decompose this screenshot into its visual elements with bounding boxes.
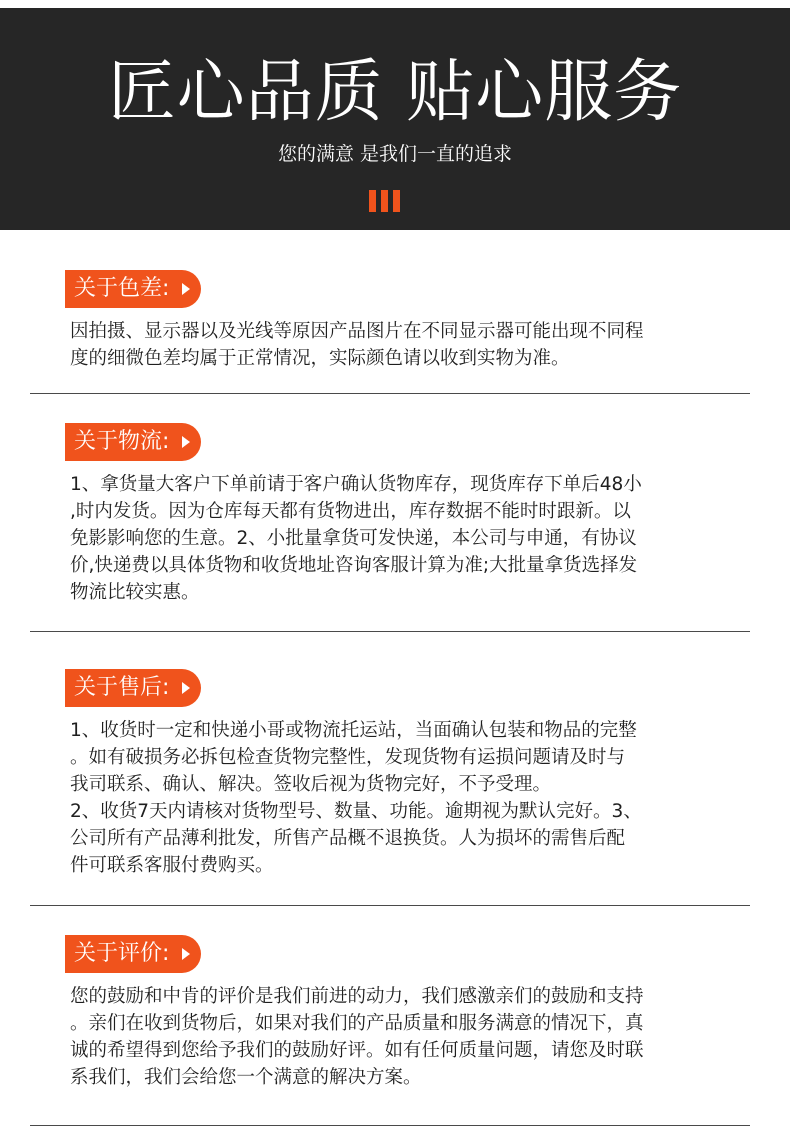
section-tag-label: 关于物流: bbox=[65, 423, 175, 461]
accent-bar bbox=[393, 190, 400, 212]
section-text: 1、拿货量大客户下单前请于客户确认货物库存，现货库存下单后48小 ,时内发货。因为仓库每天都有货物进出，库存数据不能时时跟新。以 免影影响您的生意。2、小批量拿货可发快递，本公司与申通，有协议 价,快递费以具体货物和收货地址咨询客服计算为准;大批量拿货选择发 物流比较实惠。 bbox=[70, 474, 642, 603]
section-text: 因拍摄、显示器以及光线等原因产品图片在不同显示器可能出现不同程 度的细微色差均属于正常情况，实际颜色请以收到实物为准。 bbox=[70, 321, 644, 369]
page-subtitle: 您的满意 是我们一直的追求 bbox=[277, 143, 513, 165]
arrow-icon bbox=[173, 669, 201, 707]
arrow-icon bbox=[173, 423, 201, 461]
section-tag bbox=[65, 669, 201, 707]
accent-bars-icon bbox=[369, 190, 403, 212]
top-strip bbox=[0, 0, 790, 8]
divider bbox=[30, 393, 750, 394]
header-banner bbox=[0, 8, 790, 230]
section-tag bbox=[65, 935, 201, 973]
arrow-icon bbox=[173, 935, 201, 973]
section-tag-label: 关于评价: bbox=[65, 935, 175, 973]
arrow-icon bbox=[173, 270, 201, 308]
page-title: 匠心品质 贴心服务 bbox=[107, 53, 683, 132]
section-tag bbox=[65, 270, 201, 308]
section-tag-label: 关于色差: bbox=[65, 270, 175, 308]
bottom-strip bbox=[0, 1133, 790, 1147]
section-text: 1、收货时一定和快递小哥或物流托运站，当面确认包装和物品的完整 。如有破损务必拆包检查货物完整性，发现货物有运损问题请及时与 我司联系、确认、解决。签收后视为货物完好，不予受理。 2、收货7天内请核对货物型号、数量、功能。逾期视为默认完好。3、 公司所有产品薄利批发，所售产品概不退换货。人为损坏的需售后配 件可联系客服付费购买。 bbox=[70, 720, 642, 876]
divider bbox=[30, 905, 750, 906]
section-text: 您的鼓励和中肯的评价是我们前进的动力，我们感激亲们的鼓励和支持 。亲们在收到货物后，如果对我们的产品质量和服务满意的情况下，真 诚的希望得到您给予我们的鼓励好评。如有任何质量问题，请您及时联 系我们，我们会给您一个满意的解决方案。 bbox=[70, 986, 644, 1088]
divider bbox=[30, 1125, 750, 1126]
section-tag-label: 关于售后: bbox=[65, 669, 175, 707]
section-tag bbox=[65, 423, 201, 461]
accent-bar bbox=[381, 190, 388, 212]
divider bbox=[30, 631, 750, 632]
accent-bar bbox=[369, 190, 376, 212]
